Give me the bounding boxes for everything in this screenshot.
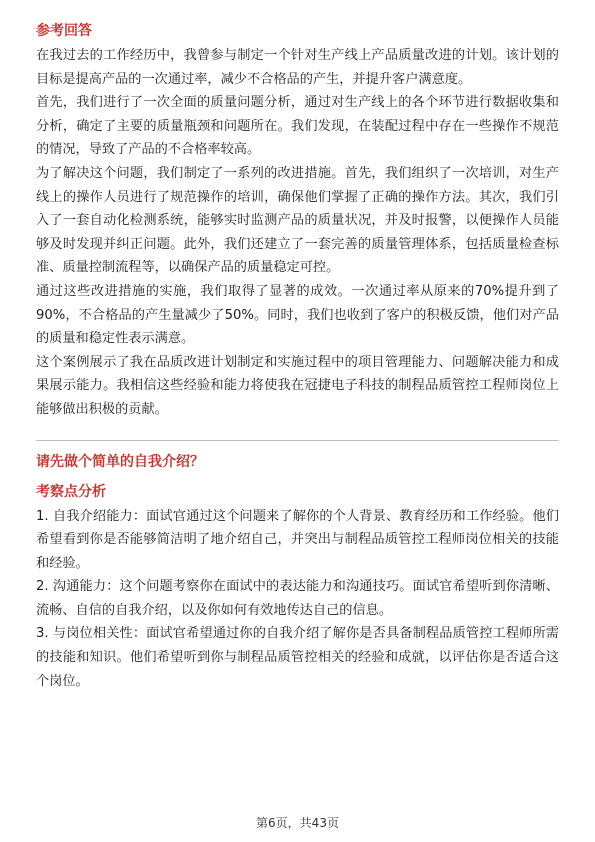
answer-paragraph-measures: 为了解决这个问题，我们制定了一系列的改进措施。首先，我们组织了一次培训，对生产线上的操作人员进行了规范操作的培训，确保他们掌握了正确的操作方法。其次，我们引入了一套自动化检测系统，能够实时监测产品的质量状况，并及时报警，以便操作人员能够及时发现并纠正问题。此外，我们还建立了一套完善的质量管理体系，包括质量检查标准、质量控制流程等，以确保产品的质量稳定可控。 [36,165,559,276]
answer-paragraph-intro: 在我过去的工作经历中，我曾参与制定一个针对生产线上产品质量改进的计划。该计划的目标是提高产品的一次通过率，减少不合格品的产生，并提升客户满意度。 [36,48,559,87]
analysis-item-self-intro: 1. 自我介绍能力：面试官通过这个问题来了解你的个人背景、教育经历和工作经验。他们希望看到你是否能够简洁明了地介绍自己，并突出与制程品质管控工程师岗位相关的技能和经验。 [36,508,559,571]
answer-paragraph-summary: 这个案例展示了我在品质改进计划制定和实施过程中的项目管理能力、问题解决能力和成果展示能力。我相信这些经验和能力将使我在冠捷电子科技的制程品质管控工程师岗位上能够做出积极的贡献。 [36,354,559,417]
analysis-item-relevance: 3. 与岗位相关性：面试官希望通过你的自我介绍了解你是否具备制程品质管控工程师所需的技能和知识。他们希望听到你与制程品质管控相关的经验和成就，以评估你是否适合这个岗位。 [36,626,559,689]
analysis-item-communication: 2. 沟通能力：这个问题考察你在面试中的表达能力和沟通技巧。面试官希望听到你清晰、流畅、自信的自我介绍，以及你如何有效地传达自己的信息。 [36,579,559,618]
page-number: 第6页，共43页 [256,816,339,830]
answer-heading: 参考回答 [36,23,92,39]
answer-paragraph-results: 通过这些改进措施的实施，我们取得了显著的成效。一次通过率从原来的70%提升到了90%，不合格品的产生量减少了50%。同时，我们也收到了客户的积极反馈，他们对产品的质量和稳定性表示满意。 [36,283,559,347]
document-page [36,20,559,693]
analysis-heading: 考察点分析 [36,483,106,500]
answer-paragraph-analysis: 首先，我们进行了一次全面的质量问题分析，通过对生产线上的各个环节进行数据收集和分析，确定了主要的质量瓶颈和问题所在。我们发现，在装配过程中存在一些操作不规范的情况，导致了产品的不合格率较高。 [36,95,559,158]
interview-question: 请先做个简单的自我介绍？ [36,453,204,470]
section-divider [36,440,559,441]
